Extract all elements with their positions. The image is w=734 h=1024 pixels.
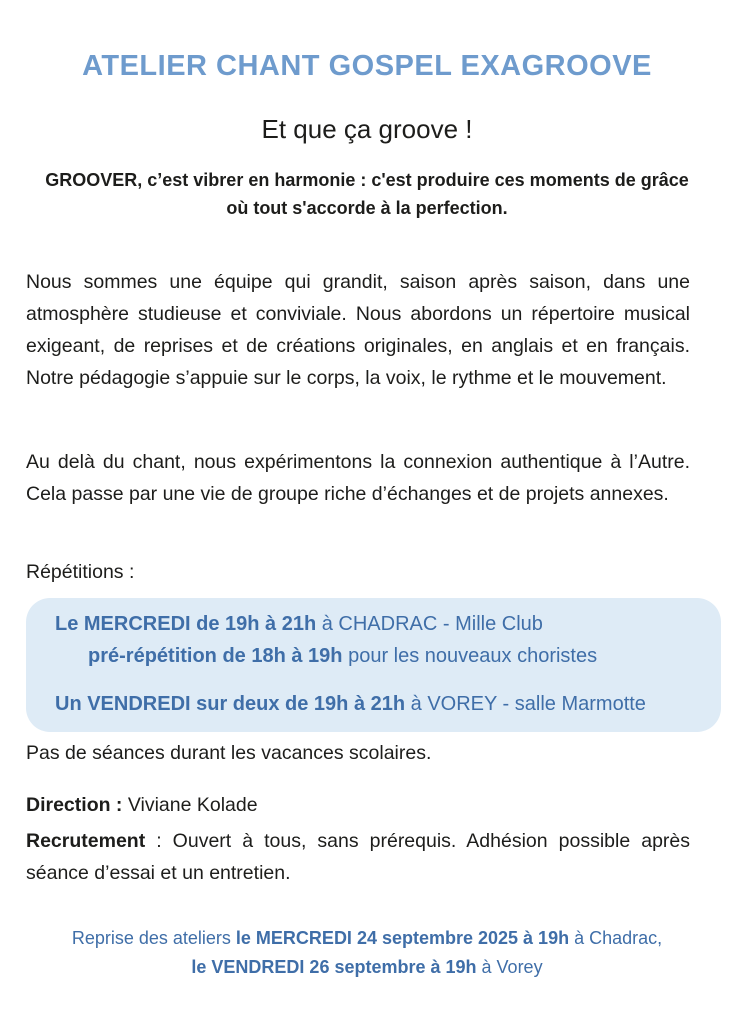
resumption-footer xyxy=(0,924,734,982)
footer-vorey: à Vorey xyxy=(476,957,543,977)
schedule-pre-rehearsal-note: pour les nouveaux choristes xyxy=(342,645,598,667)
schedule-friday-time: Un VENDREDI sur deux de 19h à 21h xyxy=(55,693,406,715)
recrutement-label: Recrutement xyxy=(26,830,146,852)
footer-line-1 xyxy=(0,924,734,953)
footer-chadrac: à Chadrac, xyxy=(569,928,663,948)
direction-label: Direction : xyxy=(26,794,123,816)
direction-line xyxy=(26,794,258,817)
page-title: ATELIER CHANT GOSPEL EXAGROOVE xyxy=(82,50,652,82)
footer-wednesday-date: le MERCREDI 24 septembre 2025 à 19h xyxy=(235,928,570,948)
footer-prefix: Reprise des ateliers xyxy=(71,928,236,948)
connection-paragraph: Au delà du chant, nous expérimentons la connexion authentique à l’Autre. Cela passe par une vie de groupe riche d’échanges et de projets annexes. xyxy=(26,451,690,505)
recrutement-line xyxy=(26,825,690,889)
schedule-pre-rehearsal-time: pré-répétition de 18h à 19h xyxy=(88,645,343,667)
recrutement-value: : Ouvert à tous, sans prérequis. Adhésion possible après séance d’essai et un entretien. xyxy=(26,830,690,884)
schedule-wednesday-time: Le MERCREDI de 19h à 21h xyxy=(55,613,317,635)
footer-line-2 xyxy=(0,953,734,982)
tagline: GROOVER, c’est vibrer en harmonie : c'est produire ces moments de grâce où tout s'accorde à la perfection. xyxy=(45,170,689,218)
schedule-wednesday xyxy=(55,613,543,636)
no-sessions-note: Pas de séances durant les vacances scolaires. xyxy=(26,742,432,764)
footer-friday-date: le VENDREDI 26 septembre à 19h xyxy=(191,957,477,977)
direction-value: Viviane Kolade xyxy=(122,794,258,816)
schedule-pre-rehearsal xyxy=(88,645,597,668)
schedule-wednesday-place: à CHADRAC - Mille Club xyxy=(316,613,543,635)
schedule-friday xyxy=(55,693,646,716)
subtitle: Et que ça groove ! xyxy=(261,114,473,144)
repetitions-label: Répétitions : xyxy=(26,561,135,583)
intro-paragraph: Nous sommes une équipe qui grandit, saison après saison, dans une atmosphère studieuse et conviviale. Nous abordons un répertoire musical exigeant, de reprises et de créations originales, en anglais et en français. Notre pédagogie s’appuie sur le corps, la voix, le rythme et le mouvement. xyxy=(26,271,690,389)
schedule-friday-place: à VOREY - salle Marmotte xyxy=(405,693,646,715)
